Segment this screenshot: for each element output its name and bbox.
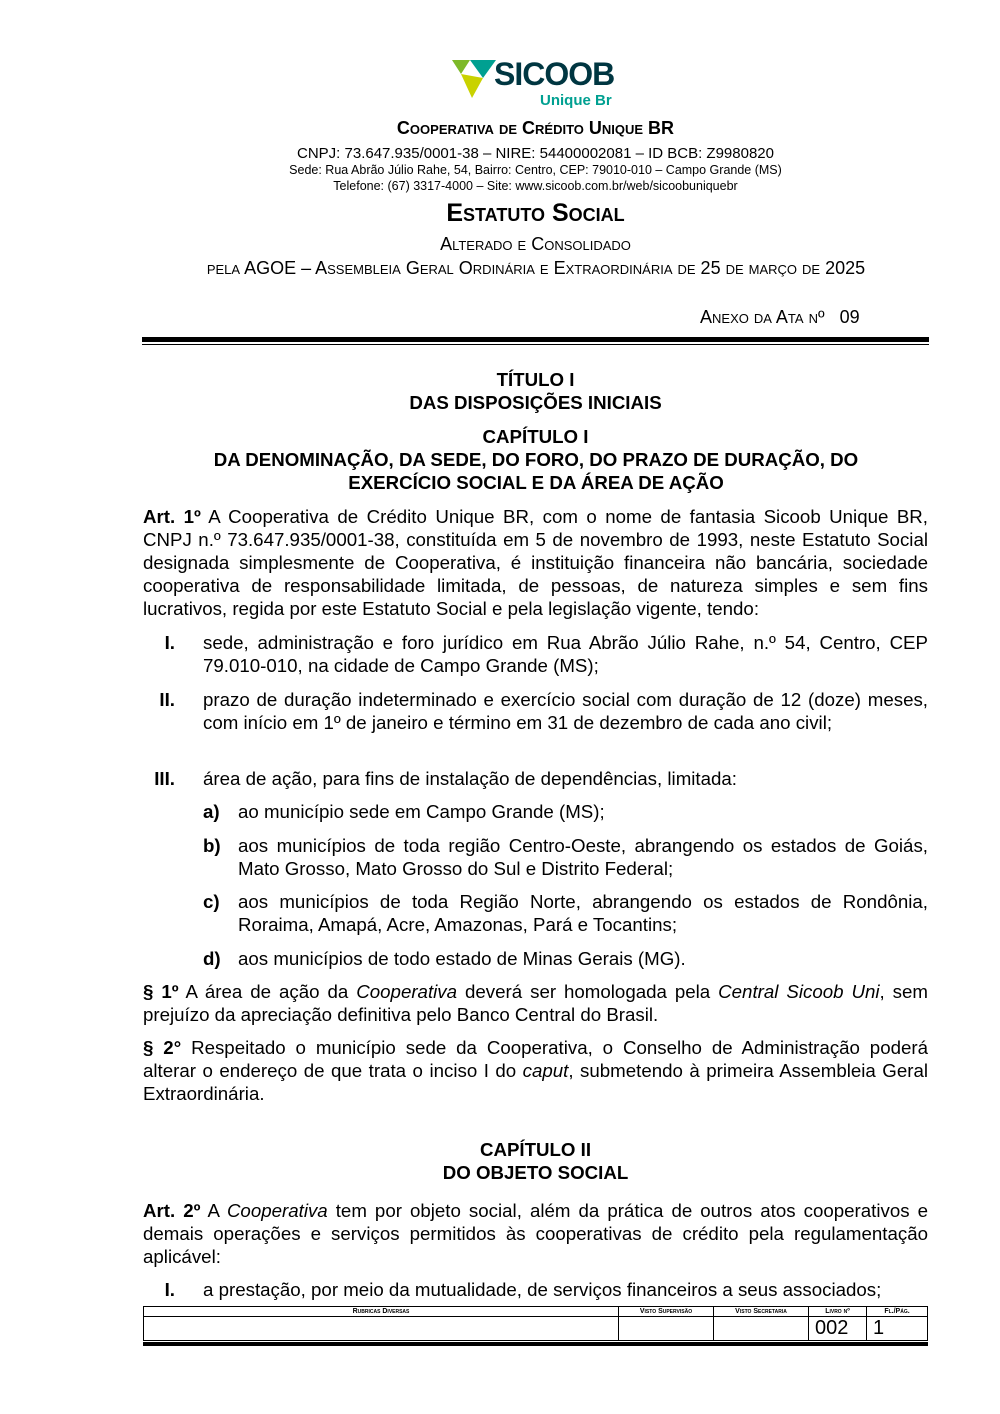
annex: Anexo da Ata nº 09 (700, 307, 860, 327)
title-heading: TÍTULO I (496, 369, 575, 390)
article-1: Art. 1º A Cooperativa de Crédito Unique BR, com o nome de fantasia Sicoob Unique BR, CNPJ n.º 73.647.935/0001-38, constituída em 5 de novembro de 1993, neste Estatuto Social designada simplesmente de Cooperativa, é instituição financeira não bancária, sociedade cooperativa de responsabilidade limitada, de pessoas, de natureza simples e sem fins lucrativos, regida por este Estatuto Social e pela legislação vigente, tendo: (143, 506, 928, 619)
title-name: DAS DISPOSIÇÕES INICIAIS (409, 392, 662, 413)
sub-item: b) aos municípios de toda região Centro-Oeste, abrangendo os estados de Goiás, Mato Grosso, Mato Grosso do Sul e Distrito Federal; (203, 835, 928, 879)
chapter-2-name: DO OBJETO SOCIAL (442, 1162, 629, 1183)
doc-title: Estatuto Social (446, 199, 625, 227)
book-number: 002 (809, 1317, 867, 1341)
header-divider (142, 337, 929, 345)
chapter-1-heading: CAPÍTULO I (482, 426, 589, 447)
org-name: Cooperativa de Crédito Unique BR (396, 118, 675, 138)
sub-item: d) aos municípios de todo estado de Minas Gerais (MG). (203, 948, 686, 969)
list-item: I. a prestação, por meio da mutualidade, de serviços financeiros a seus associados; (164, 1279, 882, 1300)
list-item: I. sede, administração e foro jurídico em Rua Abrão Júlio Rahe, n.º 54, Centro, CEP 79.010-010, na cidade de Campo Grande (MS); (164, 632, 928, 676)
paragraph-1: § 1º A área de ação da Cooperativa deverá ser homologada pela Central Sicoob Uni, sem prejuízo da apreciação definitiva pelo Banco Central do Brasil. (143, 981, 928, 1025)
list-item: II. prazo de duração indeterminado e exercício social com duração de 12 (doze) meses, com início em 1º de janeiro e término em 31 de dezembro de cada ano civil; (159, 689, 928, 733)
article-2: Art. 2º A Cooperativa tem por objeto social, além da prática de outros atos cooperativos e demais operações e serviços permitidos às cooperativas de crédito pela regulamentação aplicável: (143, 1200, 928, 1267)
subtitle-2: pela AGOE – Assembleia Geral Ordinária e Extraordinária de 25 de março de 2025 (206, 258, 866, 278)
footer-divider (143, 1342, 928, 1346)
sicoob-logo: SICOOB Unique Br (452, 58, 622, 112)
subtitle-1: Alterado e Consolidado (440, 234, 631, 254)
org-contact: Telefone: (67) 3317-4000 – Site: www.sicoob.com.br/web/sicoobuniquebr (333, 179, 738, 193)
footer-signature-table: Rubricas Diversas Visto Supervisão Visto Secretaria Livro nº Fl./Pág. 002 1 (143, 1306, 928, 1346)
org-ids: CNPJ: 73.647.935/0001-38 – NIRE: 54400002081 – ID BCB: Z9980820 (297, 145, 774, 162)
org-address: Sede: Rua Abrão Júlio Rahe, 54, Bairro: Centro, CEP: 79010-010 – Campo Grande (MS) (289, 163, 782, 177)
page-number: 1 (867, 1317, 928, 1341)
chapter-2-heading: CAPÍTULO II (479, 1139, 592, 1160)
sub-item: c) aos municípios de toda Região Norte, abrangendo os estados de Rondônia, Roraima, Amapá, Acre, Amazonas, Pará e Tocantins; (203, 891, 928, 935)
list-item: III. área de ação, para fins de instalação de dependências, limitada: (154, 768, 737, 789)
paragraph-2: § 2° Respeitado o município sede da Cooperativa, o Conselho de Administração poderá alterar o endereço de que trata o inciso I do caput, submetendo à primeira Assembleia Geral Extraordinária. (143, 1037, 928, 1104)
chapter-1-name: DA DENOMINAÇÃO, DA SEDE, DO FORO, DO PRAZO DE DURAÇÃO, DO EXERCÍCIO SOCIAL E DA ÁREA DE AÇÃO (213, 449, 859, 493)
sub-item: a) ao município sede em Campo Grande (MS); (203, 801, 605, 822)
